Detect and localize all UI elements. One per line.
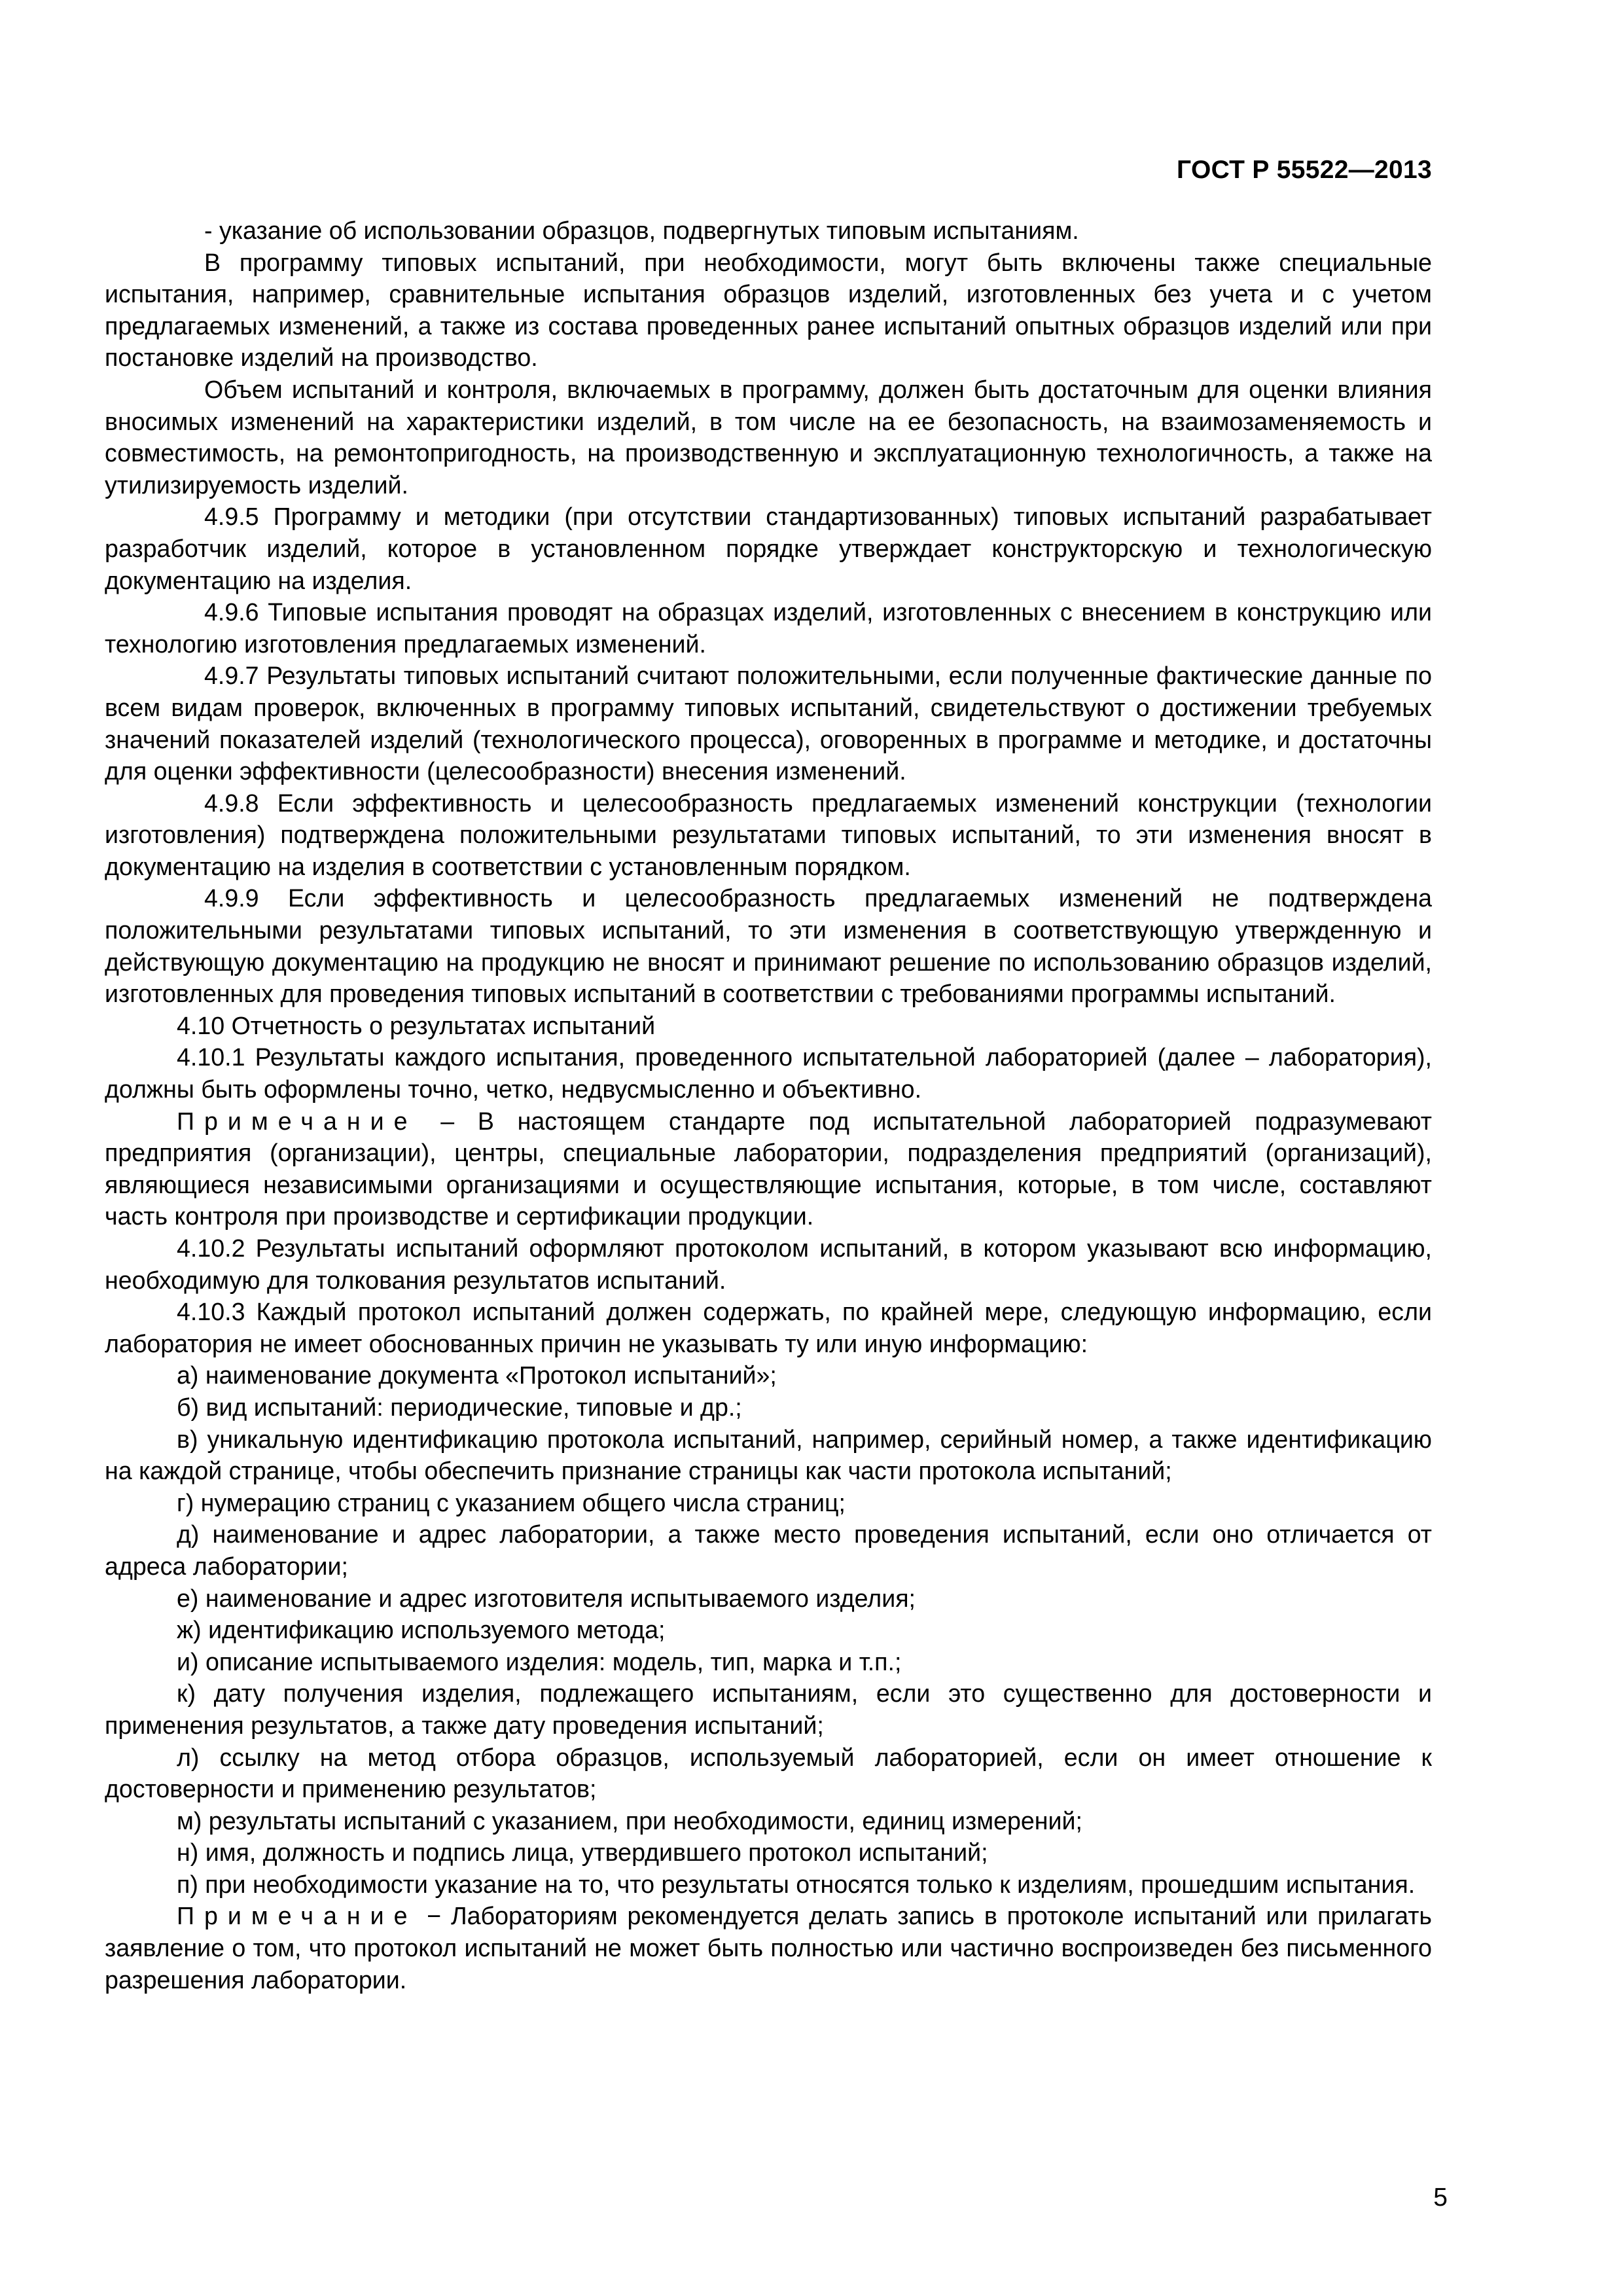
list-item: е) наименование и адрес изготовителя испытываемого изделия; xyxy=(177,1584,916,1612)
list-item: л) ссылку на метод отбора образцов, используемый лабораторией, если он имеет отношение к достоверности и применению результатов; xyxy=(105,1743,1432,1803)
paragraph-dash-item: - указание об использовании образцов, подвергнутых типовым испытаниям. xyxy=(204,217,1079,244)
list-item: ж) идентификацию используемого метода; xyxy=(177,1616,666,1644)
clause-4-9-5: 4.9.5 Программу и методики (при отсутствии стандартизованных) типовых испытаний разрабатывает разработчик изделий, которое в установленном порядке утверждает конструкторскую и технологическую документацию на изделия. xyxy=(105,503,1432,594)
list-item: г) нумерацию страниц с указанием общего числа страниц; xyxy=(177,1488,846,1516)
document-body xyxy=(105,215,1432,1996)
document-code-header: ГОСТ Р 55522—2013 xyxy=(1177,156,1432,184)
note-text: – В настоящем стандарте под испытательной лабораторией подразумевают предприятия (организации), центры, специальные лаборатории, подразделения предприятий (организаций), являющиеся независимыми организациями и осуществляющие испытания, которые, в том числе, составляют часть контроля при производстве и сертификации продукции. xyxy=(105,1107,1432,1230)
list-item: н) имя, должность и подпись лица, утвердившего протокол испытаний; xyxy=(177,1839,988,1867)
list-item: к) дату получения изделия, подлежащего испытаниям, если это существенно для достоверности и применения результатов, а также дату проведения испытаний; xyxy=(105,1679,1432,1739)
section-heading-4-10: 4.10 Отчетность о результатах испытаний xyxy=(177,1011,656,1039)
list-item: п) при необходимости указание на то, что результаты относятся только к изделиям, прошедшим испытания. xyxy=(177,1870,1416,1898)
note-label: Примечание xyxy=(177,1902,418,1930)
clause-4-10-1: 4.10.1 Результаты каждого испытания, проведенного испытательной лабораторией (далее – лаборатория), должны быть оформлены точно, четко, недвусмысленно и объективно. xyxy=(105,1043,1432,1103)
clause-4-10-2: 4.10.2 Результаты испытаний оформляют протоколом испытаний, в котором указывают всю информацию, необходимую для толкования результатов испытаний. xyxy=(105,1234,1432,1294)
paragraph: Объем испытаний и контроля, включаемых в программу, должен быть достаточным для оценки влияния вносимых изменений на характеристики изделий, в том числе на ее безопасность, на взаимозаменяемость и совместимость, на ремонтопригодность, на производственную и эксплуатационную технологичность, а также на утилизируемость изделий. xyxy=(105,375,1432,499)
list-item: и) описание испытываемого изделия: модель, тип, марка и т.п.; xyxy=(177,1647,902,1676)
list-item: б) вид испытаний: периодические, типовые и др.; xyxy=(177,1393,742,1421)
clause-4-9-6: 4.9.6 Типовые испытания проводят на образцах изделий, изготовленных с внесением в конструкцию или технологию изготовления предлагаемых изменений. xyxy=(105,598,1432,658)
clause-4-9-7: 4.9.7 Результаты типовых испытаний считают положительными, если полученные фактические данные по всем видам проверок, включенных в программу типовых испытаний, свидетельствуют о достижении требуемых значений показателей изделий (технологического процесса), оговоренных в программе и методике, и достаточны для оценки эффективности (целесообразности) внесения изменений. xyxy=(105,662,1432,785)
note-label: Примечание xyxy=(177,1107,418,1135)
list-item: д) наименование и адрес лаборатории, а также место проведения испытаний, если оно отличается от адреса лаборатории; xyxy=(105,1520,1432,1580)
note-paragraph xyxy=(105,1900,1432,1996)
page-number: 5 xyxy=(1433,2183,1448,2212)
list-item: в) уникальную идентификацию протокола испытаний, например, серийный номер, а также идентификацию на каждой странице, чтобы обеспечить признание страницы как части протокола испытаний; xyxy=(105,1425,1432,1485)
note-text: − Лабораториям рекомендуется делать запись в протоколе испытаний или прилагать заявление о том, что протокол испытаний не может быть полностью или частично воспроизведен без письменного разрешения лаборатории. xyxy=(105,1902,1432,1994)
clause-4-9-9: 4.9.9 Если эффективность и целесообразность предлагаемых изменений не подтверждена положительными результатами типовых испытаний, то эти изменения в соответствующую утвержденную и действующую документацию на продукцию не вносят и принимают решение по использованию образцов изделий, изготовленных для проведения типовых испытаний в соответствии с требованиями программы испытаний. xyxy=(105,884,1432,1008)
paragraph: В программу типовых испытаний, при необходимости, могут быть включены также специальные испытания, например, сравнительные испытания образцов изделий, изготовленных без учета и с учетом предлагаемых изменений, а также из состава проведенных ранее испытаний опытных образцов изделий или при постановке изделий на производство. xyxy=(105,248,1432,372)
clause-4-10-3: 4.10.3 Каждый протокол испытаний должен содержать, по крайней мере, следующую информацию, если лаборатория не имеет обоснованных причин не указывать ту или иную информацию: xyxy=(105,1298,1432,1357)
clause-4-9-8: 4.9.8 Если эффективность и целесообразность предлагаемых изменений конструкции (технологии изготовления) подтверждена положительными результатами типовых испытаний, то эти изменения вносят в документацию на изделия в соответствии с установленным порядком. xyxy=(105,789,1432,880)
note-paragraph xyxy=(105,1105,1432,1232)
list-item: а) наименование документа «Протокол испытаний»; xyxy=(177,1361,777,1390)
list-item: м) результаты испытаний с указанием, при необходимости, единиц измерений; xyxy=(177,1806,1082,1835)
